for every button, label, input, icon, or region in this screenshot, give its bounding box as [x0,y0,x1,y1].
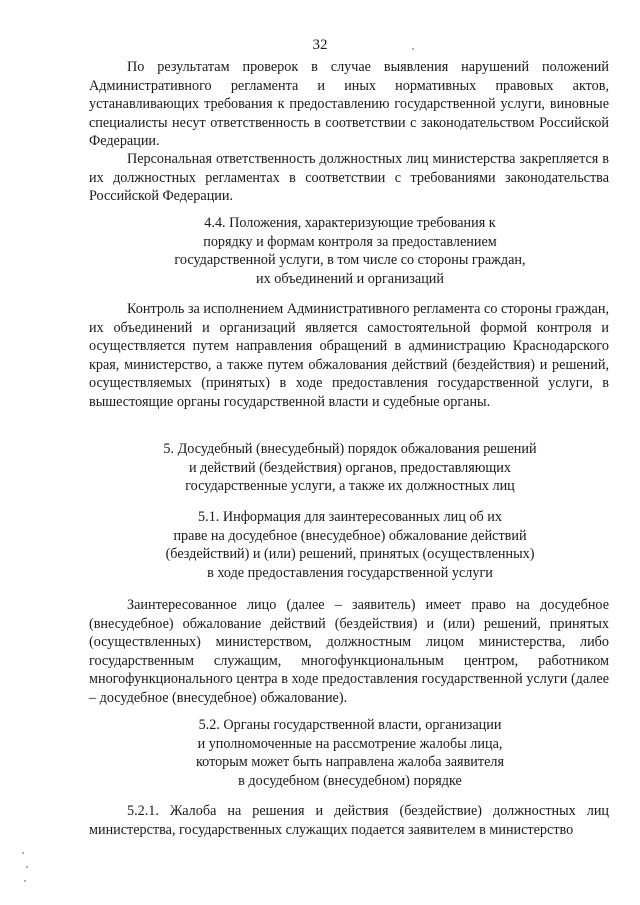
heading-line: порядку и формам контроля за предоставлением [203,233,497,250]
heading-line: в ходе предоставления государственной услуги [207,564,493,581]
paragraph-right-to-appeal: Заинтересованное лицо (далее – заявитель) имеет право на досудебное (внесудебное) обжалование действий (бездействия) и (или) решений, принятых (осуществленных) министерством, должностным лицом министерства, либо государственным служащим, многофункциональным центром, работником многофункционального центра в ходе предоставления государственной услуги (далее – досудебное (внесудебное) обжалование). [89,597,609,706]
heading-line: 5.1. Информация для заинтересованных лиц об их [198,509,502,525]
scan-speck [22,852,24,854]
heading-line: праве на досудебное (внесудебное) обжалование действий [173,527,527,544]
section-heading-4-4 [100,214,600,288]
heading-line: 5. Досудебный (внесудебный) порядок обжалования решений [163,441,537,457]
heading-line: 4.4. Положения, характеризующие требования к [204,215,496,231]
heading-line: и уполномоченные на рассмотрение жалобы лица, [197,735,503,752]
scan-speck [26,866,28,868]
section-heading-5 [100,440,600,496]
paragraph-citizen-control: Контроль за исполнением Административного регламента со стороны граждан, их объединений и организаций является самостоятельной формой контроля и осуществляется путем направления обращений в администрацию Краснодарского края, министерство, а также путем обжалования действий (бездействия) и решений, осуществляемых (принятых) в ходе предоставления государственной услуги, в вышестоящие органы государственной власти и судебные органы. [89,301,609,410]
heading-line: которым может быть направлена жалоба заявителя [196,754,504,771]
heading-line: их объединений и организаций [256,270,444,287]
heading-line: и действий (бездействия) органов, предоставляющих [189,459,511,476]
heading-line: государственные услуги, а также их должностных лиц [185,478,515,495]
page-number: 32 [312,37,328,53]
scan-speck [412,48,414,50]
heading-line: (бездействий) и (или) решений, принятых (осуществленных) [165,546,535,563]
paragraph-personal-responsibility: Персональная ответственность должностных лиц министерства закрепляется в их должностных регламентах в соответствии с требованиями законодательства Российской Федерации. [89,151,609,205]
section-heading-5-1 [100,508,600,582]
heading-line: государственной услуги, в том числе со стороны граждан, [174,252,526,269]
heading-line: в досудебном (внесудебном) порядке [238,772,462,789]
paragraph-5-2-1: 5.2.1. Жалоба на решения и действия (бездействие) должностных лиц министерства, государственных служащих подается заявителем в министерство [89,803,609,838]
section-heading-5-2 [100,716,600,790]
paragraph-inspection-results: По результатам проверок в случае выявления нарушений положений Административного регламента и иных нормативных правовых актов, устанавливающих требования к предоставлению государственной услуги, виновные специалисты несут ответственность в соответствии с законодательством Российской Федерации. [89,59,609,150]
heading-line: 5.2. Органы государственной власти, организации [198,717,502,733]
scan-speck [24,880,26,882]
